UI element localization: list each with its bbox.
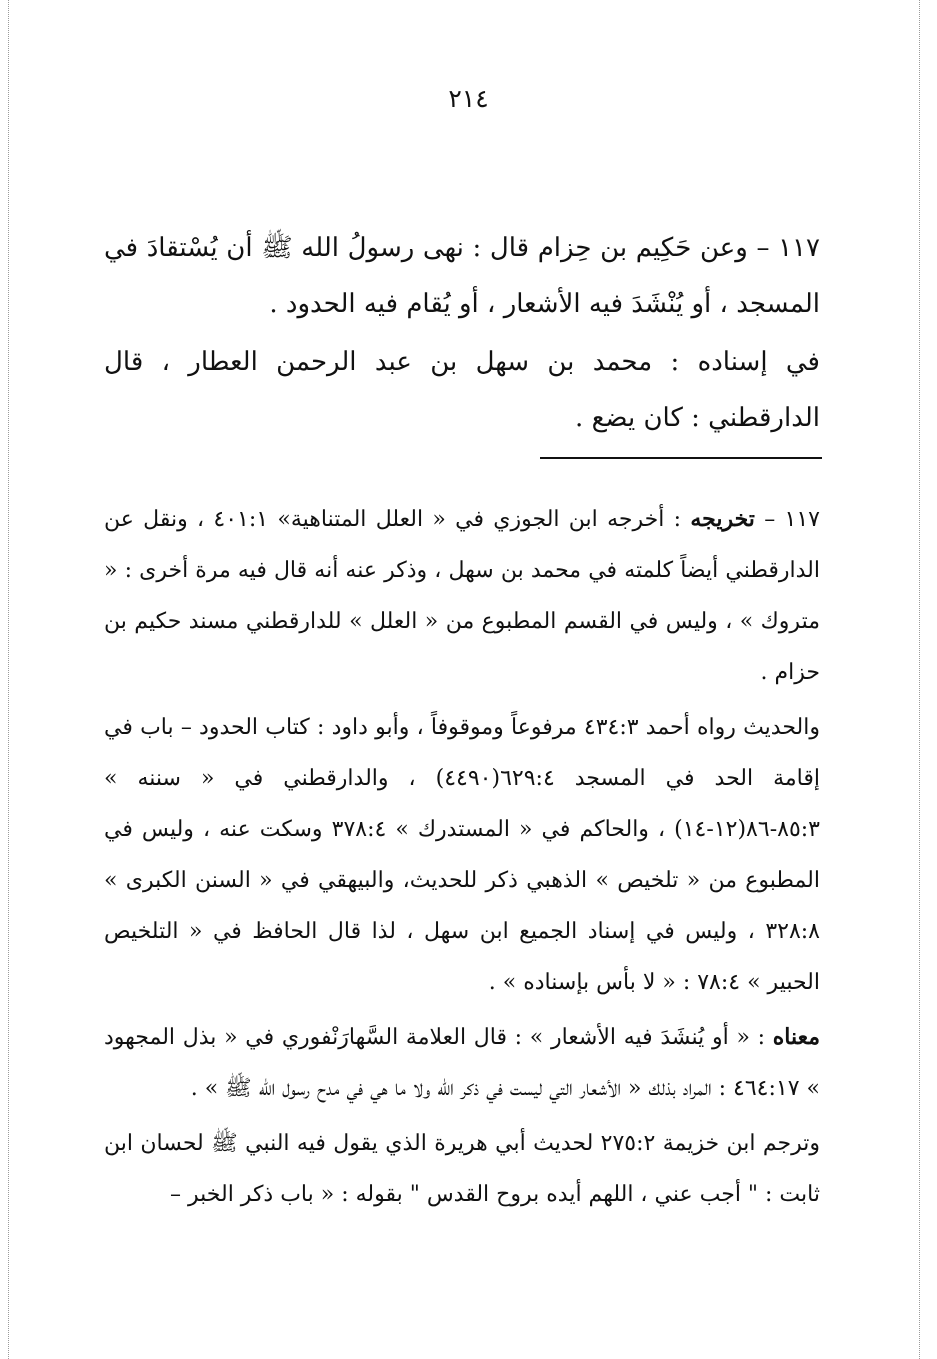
hadith-text-block: [104, 220, 820, 332]
takhrij-text: : أخرجه ابن الجوزي في « العلل المتناهية» ٤٠١:١ ، ونقل عن الدارقطني أيضاً كلمته في محمد بن سهل ، وذكر عنه أنه قال فيه مرة أخرى : « متروك » ، وليس في القسم المطبوع من « العلل » للدارقطني مسند حكيم بن حزام .: [104, 507, 820, 685]
takhrij-paragraph: [104, 494, 820, 698]
ibn-khuzaymah-paragraph: وترجم ابن خزيمة ٢٧٥:٢ لحديث أبي هريرة الذي يقول فيه النبي ﷺ لحسان ابن ثابت : " أجب عني ، اللهم أيده بروح القدس " بقوله : « باب ذكر الخبر –: [104, 1131, 820, 1207]
meaning-term: معناه: [772, 1024, 820, 1050]
scan-margin-line-left: [8, 0, 9, 1359]
footnote-separator: [540, 457, 822, 459]
footnotes-block: [104, 494, 820, 1224]
narrations-paragraph: والحديث رواه أحمد ٤٣٤:٣ مرفوعاً وموقوفاً ، وأبو داود : كتاب الحدود – باب في إقامة الحد في المسجد ٦٢٩:٤(٤٤٩٠) ، والدارقطني في « سننه » ٨٥:٣-٨٦(١٢-١٤) ، والحاكم في « المستدرك » ٣٧٨:٤ وسكت عنه ، وليس في المطبوع من « تلخيص » الذهبي ذكر للحديث، والبيهقي في « السنن الكبرى » ٣٢٨:٨ ، وليس في إسناد الجميع ابن سهل ، لذا قال الحافظ في « التلخيص الحبير » ٧٨:٤ : « لا بأس بإسناده » .: [104, 715, 820, 995]
hadith-text: ١١٧ – وعن حَكِيم بن حِزام قال : نهى رسولُ الله ﷺ أن يُسْتقادَ في المسجد ، أو يُنْشَدَ فيه الأشعار ، أو يُقام فيه الحدود .: [104, 233, 820, 319]
isnad-text: في إسناده : محمد بن سهل بن عبد الرحمن العطار ، قال الدارقطني : كان يضع .: [104, 347, 820, 433]
page-number: ٢١٤: [448, 84, 489, 113]
takhrij-term: تخريجه: [690, 506, 755, 532]
meaning-paragraph: [104, 1012, 820, 1114]
scan-margin-line-right: [919, 0, 920, 1359]
takhrij-number: ١١٧ –: [754, 507, 820, 532]
isnad-text-block: [104, 334, 820, 446]
meaning-text: : « أو يُنشَدَ فيه الأشعار » : قال العلامة السَّهارَنْفوري في « بذل المجهود » ٤٦٤:١٧ : المراد بذلك « الأشعار التي ليست في ذكر الله ولا ما هي في مدح رسول الله ﷺ » .: [104, 1025, 820, 1101]
